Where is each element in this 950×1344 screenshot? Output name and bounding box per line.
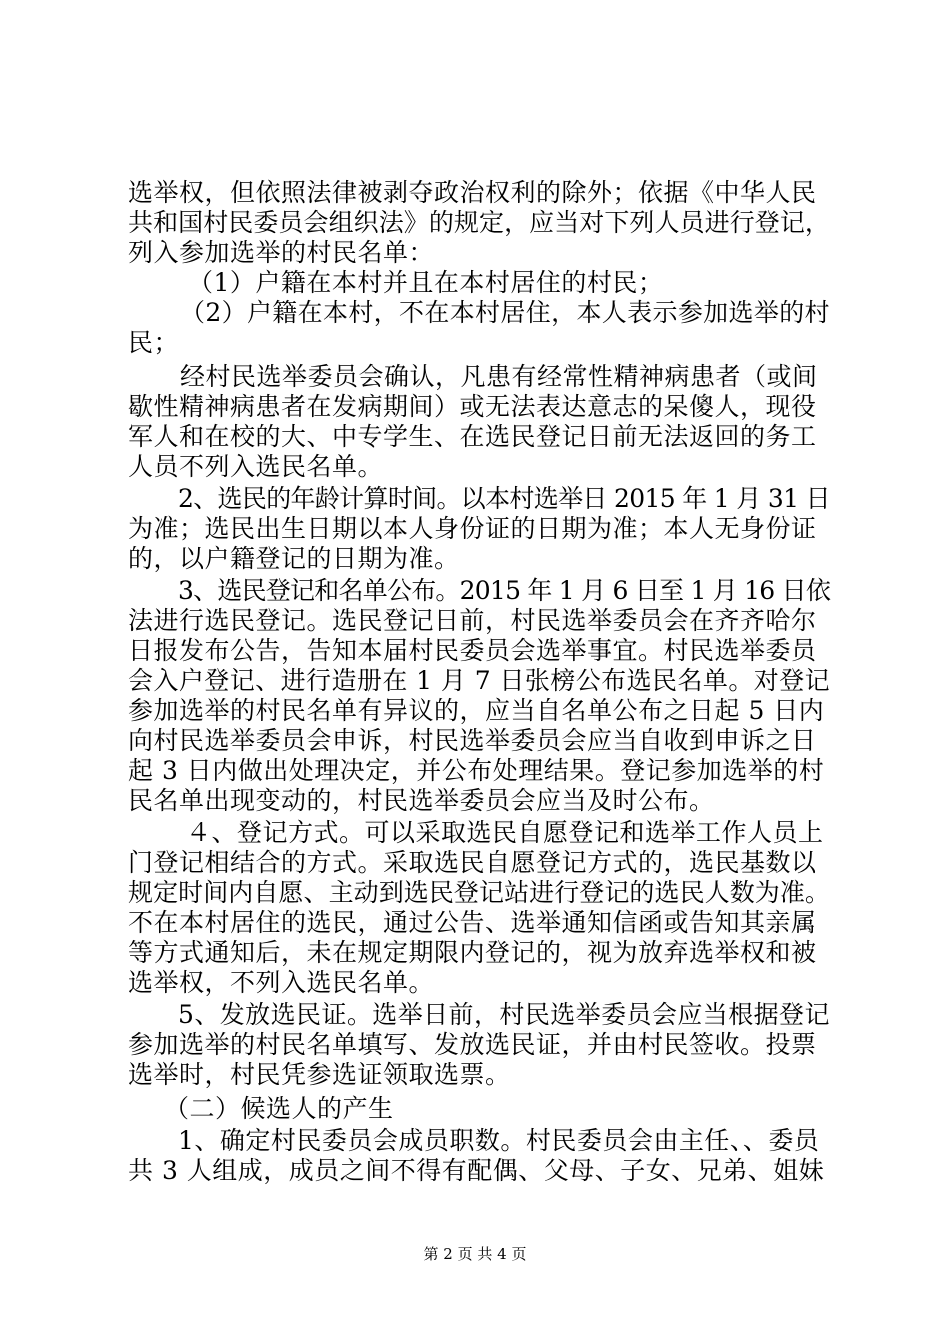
text-line: 选举权，但依照法律被剥夺政治权利的除外；依据《中华人民 xyxy=(128,178,817,207)
section-heading: （二）候选人的产生 xyxy=(164,1094,394,1123)
text-line: 参加选举的村民名单填写、发放选民证，并由村民签收。投票 xyxy=(128,1030,817,1059)
text-line: 列入参加选举的村民名单： xyxy=(128,238,435,267)
text-line: 不在本村居住的选民，通过公告、选举通知信函或告知其亲属 xyxy=(128,908,817,937)
text-line: 3、选民登记和名单公布。2015 年 1 月 6 日至 1 月 16 日依 xyxy=(178,576,831,605)
text-line: 军人和在校的大、中专学生、在选民登记日前无法返回的务工 xyxy=(128,422,817,451)
text-line: 歇性精神病患者在发病期间）或无法表达意志的呆傻人，现役 xyxy=(128,392,817,421)
page-footer: 第 2 页 共 4 页 xyxy=(423,1245,527,1263)
text-line: 民； xyxy=(128,328,180,357)
text-line: 规定时间内自愿、主动到选民登记站进行登记的选民人数为准。 xyxy=(128,878,831,907)
text-line: 民名单出现变动的，村民选举委员会应当及时公布。 xyxy=(128,786,715,815)
text-line: 2、选民的年龄计算时间。以本村选举日 2015 年 1 月 31 日 xyxy=(178,484,830,513)
text-line: 会入户登记、进行造册在 1 月 7 日张榜公布选民名单。对登记 xyxy=(128,666,831,695)
text-line: 门登记相结合的方式。采取选民自愿登记方式的，选民基数以 xyxy=(128,848,817,877)
text-line: 选举权，不列入选民名单。 xyxy=(128,968,435,997)
text-line: 选举时，村民凭参选证领取选票。 xyxy=(128,1060,511,1089)
text-line: 向村民选举委员会申诉，村民选举委员会应当自收到申诉之日 xyxy=(128,726,817,755)
text-line: 人员不列入选民名单。 xyxy=(128,452,384,481)
text-line: 起 3 日内做出处理决定，并公布处理结果。登记参加选举的村 xyxy=(128,756,825,785)
text-line: 5、发放选民证。选举日前，村民选举委员会应当根据登记 xyxy=(178,1000,830,1029)
text-line: 日报发布公告，告知本届村民委员会选举事宜。村民选举委员 xyxy=(128,636,817,665)
text-line: 共 3 人组成，成员之间不得有配偶、父母、子女、兄弟、姐妹 xyxy=(128,1156,825,1185)
text-line: 法进行选民登记。选民登记日前，村民选举委员会在齐齐哈尔 xyxy=(128,606,817,635)
text-line: 共和国村民委员会组织法》的规定，应当对下列人员进行登记， xyxy=(128,208,831,237)
text-line: ４、登记方式。可以采取选民自愿登记和选举工作人员上 xyxy=(186,818,824,847)
text-line: 经村民选举委员会确认，凡患有经常性精神病患者（或间 xyxy=(180,362,818,391)
text-line: 的，以户籍登记的日期为准。 xyxy=(128,544,460,573)
text-line: 等方式通知后，未在规定期限内登记的，视为放弃选举权和被 xyxy=(128,938,817,967)
text-line: 为准；选民出生日期以本人身份证的日期为准；本人无身份证 xyxy=(128,514,817,543)
text-line: 参加选举的村民名单有异议的，应当自名单公布之日起 5 日内 xyxy=(128,696,825,725)
text-line: （2）户籍在本村，不在本村居住，本人表示参加选举的村 xyxy=(180,298,830,327)
text-line: （1）户籍在本村并且在本村居住的村民； xyxy=(188,268,664,297)
text-line: 1、确定村民委员会成员职数。村民委员会由主任、、委员 xyxy=(178,1126,820,1155)
